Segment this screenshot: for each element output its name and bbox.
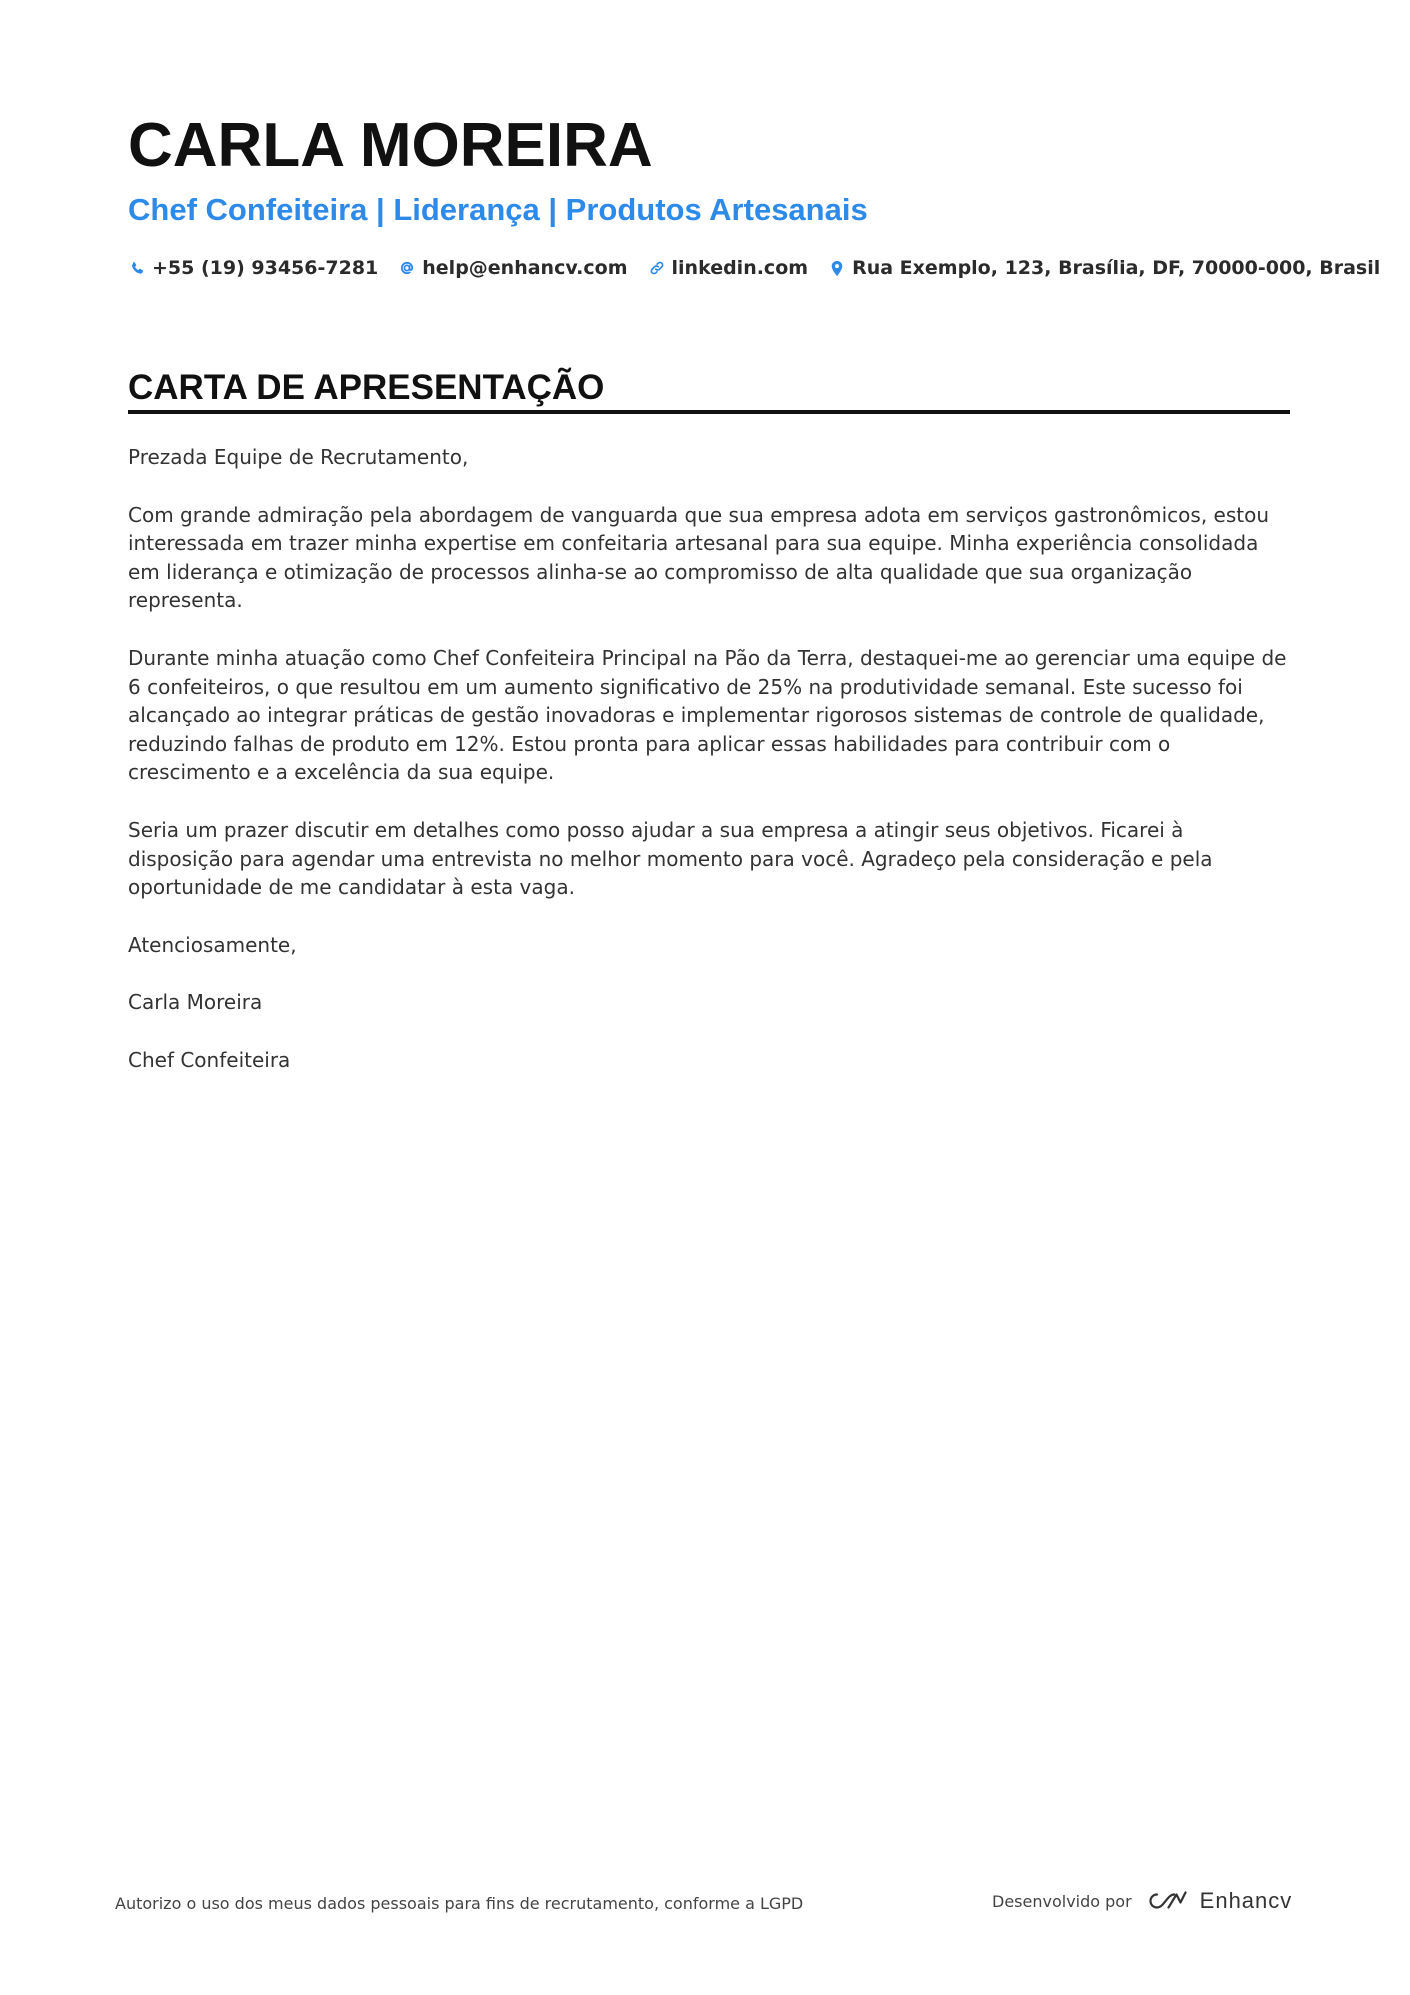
section-divider [128,410,1290,414]
letter-paragraph: Com grande admiração pela abordagem de vanguarda que sua empresa adota em serviços gastronômicos, estou interessada em trazer minha expertise em confeitaria artesanal para sua equipe. Minha experiência consolidada em liderança e otimização de processos alinha-se ao compromisso de alta qualidade que sua organização representa. [128,502,1270,613]
candidate-headline: Chef Confeiteira | Liderança | Produtos Artesanais [128,192,868,227]
address-value: Rua Exemplo, 123, Brasília, DF, 70000-000, Brasil [852,257,1381,279]
letter-body [128,443,1290,1104]
letter-closing: Atenciosamente, [128,932,297,957]
signature-title: Chef Confeiteira [128,1047,291,1072]
footer-consent: Autorizo o uso dos meus dados pessoais para fins de recrutamento, conforme a LGPD [115,1894,804,1913]
section-title: CARTA DE APRESENTAÇÃO [128,368,605,407]
contact-address [828,257,1380,279]
contact-linkedin [648,257,809,279]
enhancv-wordmark: Enhancv [1199,1888,1293,1913]
candidate-name: CARLA MOREIRA [128,111,653,180]
letter-greeting: Prezada Equipe de Recrutamento, [128,445,469,469]
linkedin-value[interactable]: linkedin.com [671,257,809,279]
phone-value[interactable]: +55 (19) 93456-7281 [152,257,379,279]
contact-phone [128,257,378,279]
powered-by-label: Desenvolvido por [992,1891,1132,1911]
contact-info-row [128,254,1400,282]
email-value[interactable]: help@enhancv.com [422,257,628,279]
letter-paragraph: Durante minha atuação como Chef Confeiteira Principal na Pão da Terra, destaquei-me ao gerenciar uma equipe de 6 confeiteiros, o que resultou em um aumento significativo de 25% na produtividade semanal. Este sucesso foi alcançado ao integrar práticas de gestão inovadoras e implementar rigorosos sistemas de controle de qualidade, reduzindo falhas de produto em 12%. Estou pronta para aplicar essas habilidades para contribuir com o crescimento e a excelência da sua equipe. [128,645,1287,785]
enhancv-logo-icon [1144,1889,1190,1913]
phone-icon [128,259,146,277]
location-pin-icon [828,259,846,277]
letter-paragraph: Seria um prazer discutir em detalhes como posso ajudar a sua empresa a atingir seus objetivos. Ficarei à disposição para agendar uma entrevista no melhor momento para você. Agradeço pela consideração e pela oportunidade de me candidatar à esta vaga. [128,817,1213,900]
contact-email [398,257,627,279]
footer-branding[interactable] [992,1888,1292,1914]
at-icon [398,259,416,277]
signature-name: Carla Moreira [128,990,263,1015]
link-icon [648,259,666,277]
